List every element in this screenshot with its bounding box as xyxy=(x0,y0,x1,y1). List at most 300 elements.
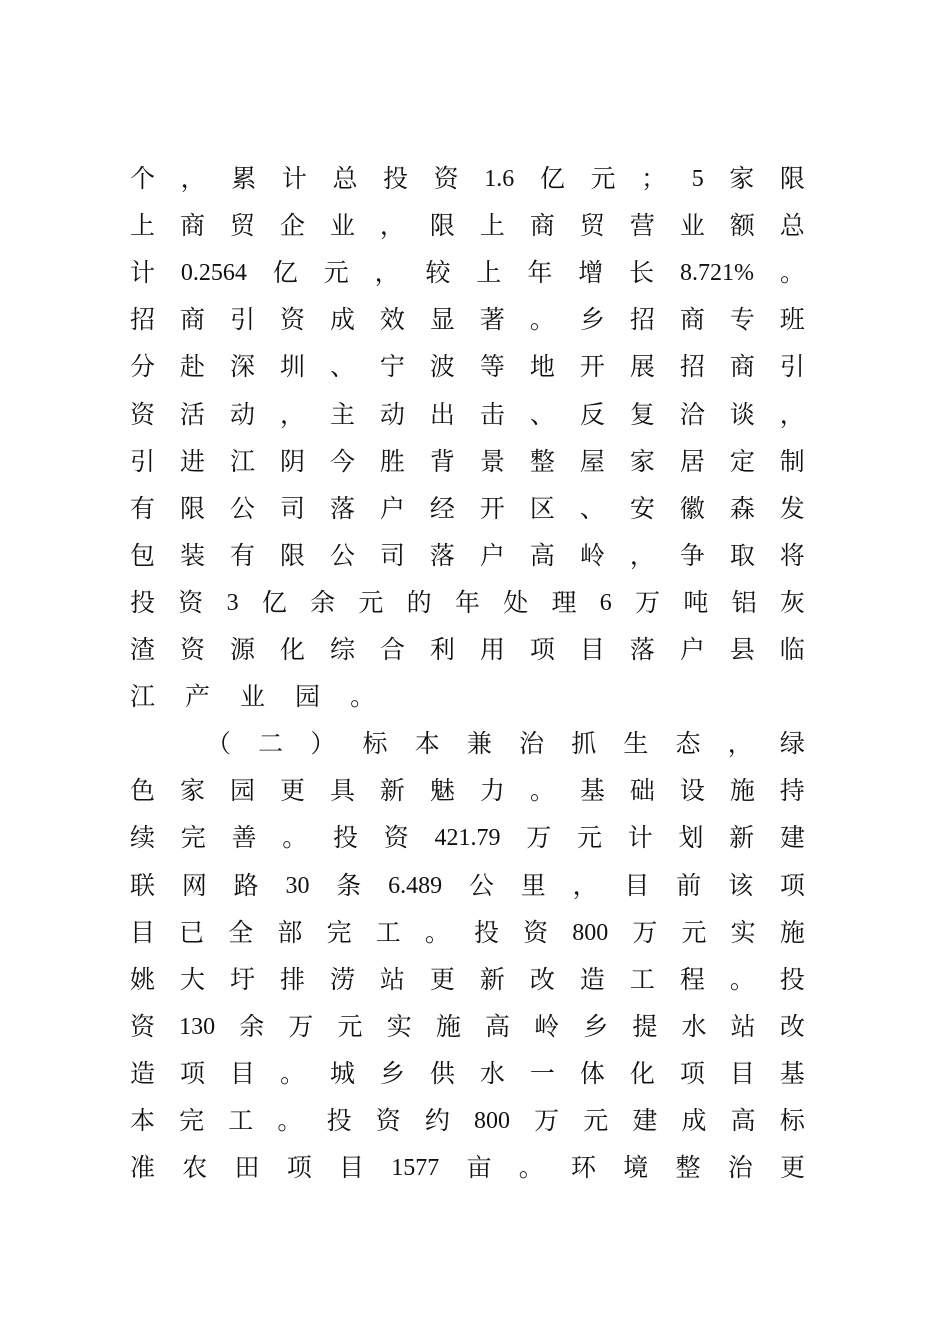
text-token: 万 xyxy=(632,917,658,947)
text-token: 水 xyxy=(681,1011,707,1041)
text-token: 抓 xyxy=(571,729,597,759)
text-token: 限 xyxy=(279,540,305,570)
text-token: ， xyxy=(374,258,400,288)
text-token: ， xyxy=(379,211,405,241)
text-token: 总 xyxy=(332,164,358,193)
text-token: 路 xyxy=(233,870,259,900)
text-token: 亿 xyxy=(539,164,565,193)
text-token: 投 xyxy=(473,917,499,947)
text-token: 上 xyxy=(476,258,502,288)
text-token: 。 xyxy=(282,823,308,853)
text-token: 反 xyxy=(579,399,605,429)
text-token: 司 xyxy=(279,493,305,523)
text-token: 整 xyxy=(675,1153,701,1183)
text-token: 划 xyxy=(678,823,704,853)
text-token: 目 xyxy=(729,1058,755,1088)
text-token: 年 xyxy=(527,258,553,288)
text-token: 岭 xyxy=(579,540,605,570)
text-token: （ xyxy=(206,729,232,759)
text-token: 资 xyxy=(523,917,549,947)
text-token: 争 xyxy=(679,540,705,570)
text-token: 徽 xyxy=(679,493,705,523)
text-token: 谈 xyxy=(729,399,755,429)
text-token: 资 xyxy=(179,635,205,664)
text-token: 建 xyxy=(632,1106,658,1135)
text-token: 持 xyxy=(779,776,805,806)
text-token: 招 xyxy=(679,352,705,382)
text-token: 前 xyxy=(676,870,702,900)
text-token: 动 xyxy=(229,399,255,429)
text-token: 施 xyxy=(779,917,805,947)
text-line xyxy=(130,962,805,998)
text-token: 项 xyxy=(286,1153,312,1183)
text-token: 准 xyxy=(130,1153,156,1183)
text-line xyxy=(206,726,805,762)
text-token: 元 xyxy=(358,587,384,617)
text-token: 元 xyxy=(323,258,349,288)
text-token: 0.2564 xyxy=(180,260,247,287)
text-token: 完 xyxy=(326,917,352,947)
text-token: 今 xyxy=(329,446,355,476)
text-token: 。 xyxy=(529,305,555,335)
text-token: 1.6 xyxy=(484,166,515,192)
text-token: 城 xyxy=(329,1058,355,1088)
text-token: 6.489 xyxy=(388,872,443,899)
text-token: 础 xyxy=(629,776,655,806)
text-token: 上 xyxy=(130,211,156,241)
text-token: 宁 xyxy=(379,352,405,382)
text-line xyxy=(130,161,805,197)
text-token: 目 xyxy=(579,635,605,664)
text-token: 总 xyxy=(779,211,805,241)
text-token: 生 xyxy=(623,729,649,759)
text-token: 落 xyxy=(429,540,455,570)
text-token: 工 xyxy=(629,964,655,994)
text-token: 资 xyxy=(178,587,204,617)
text-token: 完 xyxy=(180,823,206,853)
text-line xyxy=(130,915,805,951)
text-token: 上 xyxy=(479,211,505,241)
text-token: 公 xyxy=(468,870,494,900)
text-token: 800 xyxy=(473,1108,510,1134)
text-token: 森 xyxy=(729,493,755,523)
text-token: 该 xyxy=(728,870,754,900)
text-token: 家 xyxy=(179,776,205,806)
text-token: 善 xyxy=(231,823,257,853)
text-token: 灰 xyxy=(779,587,805,617)
text-token: 江 xyxy=(229,446,255,476)
text-token: 源 xyxy=(229,635,255,664)
text-token: 商 xyxy=(529,211,555,241)
text-token: 目 xyxy=(130,917,156,947)
text-token: 合 xyxy=(379,635,405,664)
text-line xyxy=(130,1150,805,1186)
text-token: 洽 xyxy=(679,399,705,429)
text-token: 资 xyxy=(383,823,409,853)
text-token: 利 xyxy=(429,635,455,664)
text-token: 理 xyxy=(551,587,577,617)
text-token: 显 xyxy=(429,305,455,335)
text-token: 贸 xyxy=(229,211,255,241)
text-line xyxy=(130,349,805,385)
text-token: 已 xyxy=(179,917,205,947)
text-token: 设 xyxy=(679,776,705,806)
text-token: 供 xyxy=(429,1058,455,1088)
text-token: 家 xyxy=(629,446,655,476)
text-token: 资 xyxy=(433,164,459,193)
text-token: 司 xyxy=(379,540,405,570)
text-line xyxy=(130,632,805,668)
text-token: 装 xyxy=(179,540,205,570)
text-token: 园 xyxy=(295,682,321,712)
text-token: 投 xyxy=(383,164,409,193)
text-token: 亿 xyxy=(272,258,298,288)
text-token: 深 xyxy=(229,352,255,382)
text-token: 落 xyxy=(329,493,355,523)
text-token: 。 xyxy=(529,776,555,806)
text-token: 8.721% xyxy=(680,260,755,287)
text-token: 化 xyxy=(279,635,305,664)
text-token: 实 xyxy=(730,917,756,947)
text-token: 条 xyxy=(336,870,362,900)
text-token: 企 xyxy=(279,211,305,241)
text-token: 定 xyxy=(729,446,755,476)
text-token: 。 xyxy=(424,917,450,947)
text-token: 计 xyxy=(130,258,156,288)
text-token: 项 xyxy=(679,1058,705,1088)
text-token: 、 xyxy=(579,493,605,523)
text-token: 额 xyxy=(729,211,755,241)
text-token: 亿 xyxy=(261,587,287,617)
text-token: 县 xyxy=(729,635,755,664)
text-token: ； xyxy=(641,164,667,193)
text-token: 经 xyxy=(429,493,455,523)
text-token: 临 xyxy=(779,635,805,664)
text-token: 年 xyxy=(454,587,480,617)
text-token: 成 xyxy=(329,305,355,335)
text-token: 家 xyxy=(729,164,755,193)
text-token: 长 xyxy=(629,258,655,288)
text-token: 区 xyxy=(529,493,555,523)
text-token: 余 xyxy=(310,587,336,617)
text-token: 地 xyxy=(529,352,555,382)
text-token: 增 xyxy=(578,258,604,288)
text-line xyxy=(130,255,805,291)
text-token: 户 xyxy=(379,493,405,523)
text-token: 具 xyxy=(329,776,355,806)
text-token: 姚 xyxy=(130,964,156,994)
text-token: 体 xyxy=(579,1058,605,1088)
text-token: 。 xyxy=(277,1106,303,1135)
text-token: 铝 xyxy=(731,587,757,617)
text-token: 新 xyxy=(479,964,505,994)
text-token: 商 xyxy=(679,305,705,335)
text-line xyxy=(130,208,805,244)
text-token: 计 xyxy=(627,823,653,853)
text-line xyxy=(130,302,805,338)
text-token: 元 xyxy=(337,1011,363,1041)
text-token: 。 xyxy=(518,1153,544,1183)
text-token: 整 xyxy=(529,446,555,476)
text-token: 万 xyxy=(534,1106,560,1135)
text-token: 复 xyxy=(629,399,655,429)
text-token: 元 xyxy=(681,917,707,947)
text-token: 限 xyxy=(779,164,805,193)
text-line xyxy=(130,1009,805,1045)
text-token: 公 xyxy=(329,540,355,570)
text-token: 投 xyxy=(779,964,805,994)
text-token: 安 xyxy=(629,493,655,523)
text-token: 开 xyxy=(479,493,505,523)
text-token: 资 xyxy=(279,305,305,335)
text-token: 发 xyxy=(779,493,805,523)
text-token: 渣 xyxy=(130,635,156,664)
text-token: 涝 xyxy=(329,964,355,994)
text-token: 乡 xyxy=(583,1011,609,1041)
text-token: 园 xyxy=(229,776,255,806)
text-token: 元 xyxy=(590,164,616,193)
text-token: 兼 xyxy=(466,729,492,759)
text-token: 800 xyxy=(572,919,609,946)
text-token: 130 xyxy=(179,1013,216,1040)
text-token: 累 xyxy=(231,164,257,193)
text-token: 境 xyxy=(623,1153,649,1183)
text-token: 招 xyxy=(629,305,655,335)
text-line xyxy=(130,868,805,904)
text-token: 资 xyxy=(375,1106,401,1135)
text-token: 目 xyxy=(624,870,650,900)
text-token: 高 xyxy=(484,1011,510,1041)
text-token: 力 xyxy=(479,776,505,806)
text-token: 的 xyxy=(406,587,432,617)
text-token: 部 xyxy=(277,917,303,947)
text-token: 环 xyxy=(570,1153,596,1183)
text-token: 更 xyxy=(429,964,455,994)
text-token: 目 xyxy=(339,1153,365,1183)
text-token: 有 xyxy=(130,493,156,523)
text-token: 造 xyxy=(130,1058,156,1088)
text-token: 产 xyxy=(185,682,211,712)
text-line xyxy=(130,397,805,433)
text-token: 活 xyxy=(179,399,205,429)
text-token: 主 xyxy=(329,399,355,429)
text-token: 动 xyxy=(379,399,405,429)
text-token: 波 xyxy=(429,352,455,382)
text-token: 联 xyxy=(130,870,156,900)
text-token: 综 xyxy=(329,635,355,664)
text-token: 工 xyxy=(375,917,401,947)
text-token: 个 xyxy=(130,164,156,193)
text-token: 。 xyxy=(279,1058,305,1088)
text-token: 击 xyxy=(479,399,505,429)
text-token: 工 xyxy=(228,1106,254,1135)
text-line xyxy=(130,679,805,715)
text-token: 绿 xyxy=(779,729,805,759)
text-token: 完 xyxy=(179,1106,205,1135)
text-token: 改 xyxy=(779,1011,805,1041)
text-token: 居 xyxy=(679,446,705,476)
text-token: 3 xyxy=(226,589,239,616)
text-token: 取 xyxy=(729,540,755,570)
text-token: 投 xyxy=(326,1106,352,1135)
text-token: 江 xyxy=(130,682,156,712)
text-token: 商 xyxy=(179,211,205,241)
text-token: 处 xyxy=(503,587,529,617)
text-token: 治 xyxy=(727,1153,753,1183)
text-token: 排 xyxy=(279,964,305,994)
text-token: 改 xyxy=(529,964,555,994)
text-token: 项 xyxy=(179,1058,205,1088)
text-token: 田 xyxy=(234,1153,260,1183)
text-token: 魅 xyxy=(429,776,455,806)
text-token: 乡 xyxy=(579,305,605,335)
text-token: 一 xyxy=(529,1058,555,1088)
text-token: 等 xyxy=(479,352,505,382)
text-token: 约 xyxy=(424,1106,450,1135)
text-token: 业 xyxy=(329,211,355,241)
text-line xyxy=(130,538,805,574)
text-token: 用 xyxy=(479,635,505,664)
text-token: 著 xyxy=(479,305,505,335)
text-token: 背 xyxy=(429,446,455,476)
text-token: 营 xyxy=(629,211,655,241)
text-token: ， xyxy=(279,399,305,429)
text-token: 5 xyxy=(691,166,704,192)
text-token: 出 xyxy=(429,399,455,429)
text-token: 投 xyxy=(333,823,359,853)
text-token: 水 xyxy=(479,1058,505,1088)
text-token: 二 xyxy=(258,729,284,759)
text-line xyxy=(130,585,805,621)
text-token: 新 xyxy=(379,776,405,806)
text-token: ） xyxy=(310,729,336,759)
text-token: 限 xyxy=(429,211,455,241)
text-token: 展 xyxy=(629,352,655,382)
text-token: 本 xyxy=(414,729,440,759)
text-token: 网 xyxy=(181,870,207,900)
text-line xyxy=(130,1103,805,1139)
text-token: 施 xyxy=(729,776,755,806)
text-token: 成 xyxy=(681,1106,707,1135)
text-token: 万 xyxy=(635,587,661,617)
text-token: 态 xyxy=(675,729,701,759)
text-token: 业 xyxy=(679,211,705,241)
text-token: 站 xyxy=(379,964,405,994)
text-token: 岭 xyxy=(534,1011,560,1041)
text-token: 落 xyxy=(629,635,655,664)
text-token: 效 xyxy=(379,305,405,335)
text-token: 施 xyxy=(435,1011,461,1041)
text-token: 。 xyxy=(779,258,805,288)
text-token: 里 xyxy=(520,870,546,900)
text-token: 标 xyxy=(362,729,388,759)
text-token: 公 xyxy=(229,493,255,523)
text-token: 圩 xyxy=(229,964,255,994)
text-token: 。 xyxy=(729,964,755,994)
text-token: 较 xyxy=(425,258,451,288)
text-token: ， xyxy=(727,729,753,759)
text-token: ， xyxy=(629,540,655,570)
text-token: 万 xyxy=(526,823,552,853)
text-token: 万 xyxy=(288,1011,314,1041)
text-token: 色 xyxy=(130,776,156,806)
text-token: 30 xyxy=(285,872,310,899)
text-token: 6 xyxy=(599,589,612,616)
text-token: 资 xyxy=(130,1011,156,1041)
text-token: 开 xyxy=(579,352,605,382)
text-token: 制 xyxy=(779,446,805,476)
text-token: 目 xyxy=(229,1058,255,1088)
text-token: 将 xyxy=(779,540,805,570)
text-line xyxy=(130,773,805,809)
text-line xyxy=(130,491,805,527)
text-token: 贸 xyxy=(579,211,605,241)
text-line xyxy=(130,444,805,480)
text-token: 投 xyxy=(130,587,156,617)
text-token: 更 xyxy=(279,776,305,806)
text-token: 计 xyxy=(281,164,307,193)
text-token: 化 xyxy=(629,1058,655,1088)
text-token: ， xyxy=(779,399,805,429)
text-token: 乡 xyxy=(379,1058,405,1088)
text-token: 赴 xyxy=(179,352,205,382)
text-token: 、 xyxy=(329,352,355,382)
text-token: 有 xyxy=(229,540,255,570)
text-token: 新 xyxy=(729,823,755,853)
text-token: 续 xyxy=(130,823,156,853)
text-token: 资 xyxy=(130,399,156,429)
text-token: 421.79 xyxy=(434,825,501,852)
text-token: 高 xyxy=(529,540,555,570)
text-token: 基 xyxy=(579,776,605,806)
text-token: 1577 xyxy=(391,1155,440,1182)
text-token: 商 xyxy=(729,352,755,382)
text-token: 程 xyxy=(679,964,705,994)
text-token: 站 xyxy=(730,1011,756,1041)
text-token: 项 xyxy=(779,870,805,900)
text-token: 引 xyxy=(130,446,156,476)
text-token: 提 xyxy=(632,1011,658,1041)
text-token: 限 xyxy=(179,493,205,523)
text-token: 余 xyxy=(239,1011,265,1041)
text-line xyxy=(130,1056,805,1092)
text-token: 招 xyxy=(130,305,156,335)
text-token: 造 xyxy=(579,964,605,994)
text-token: 屋 xyxy=(579,446,605,476)
text-token: 商 xyxy=(179,305,205,335)
text-token: 全 xyxy=(228,917,254,947)
text-token: 元 xyxy=(576,823,602,853)
text-token: 农 xyxy=(182,1153,208,1183)
text-token: 进 xyxy=(179,446,205,476)
text-token: ， xyxy=(572,870,598,900)
text-token: 阴 xyxy=(279,446,305,476)
text-token: 户 xyxy=(679,635,705,664)
text-token: 基 xyxy=(779,1058,805,1088)
text-token: ， xyxy=(180,164,206,193)
text-token: 大 xyxy=(179,964,205,994)
text-token: 实 xyxy=(386,1011,412,1041)
text-token: 。 xyxy=(350,682,376,712)
text-token: 景 xyxy=(479,446,505,476)
text-token: 吨 xyxy=(683,587,709,617)
text-token: 项 xyxy=(529,635,555,664)
text-token: 本 xyxy=(130,1106,156,1135)
text-token: 业 xyxy=(240,682,266,712)
text-token: 标 xyxy=(779,1106,805,1135)
text-token: 引 xyxy=(229,305,255,335)
text-token: 班 xyxy=(779,305,805,335)
